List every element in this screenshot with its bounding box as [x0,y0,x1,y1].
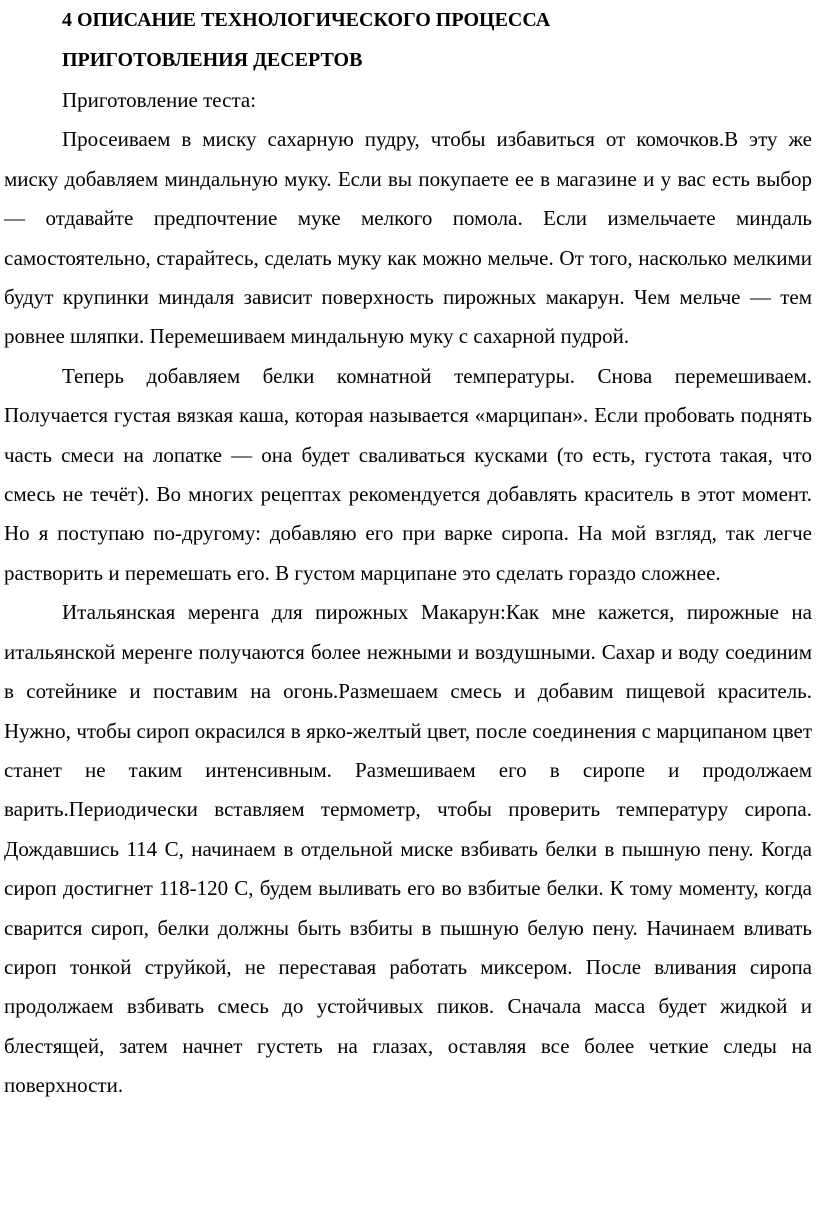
paragraph-marzipan: Теперь добавляем белки комнатной температуры. Снова перемешиваем. Получается густая вязкая каша, которая называется «марципан». Если пробовать поднять часть смеси на лопатке — она будет сваливаться кусками (то есть, густота такая, что смесь не течёт). Во многих рецептах рекомендуется добавлять краситель в этот момент. Но я поступаю по-другому: добавляю его при варке сиропа. На мой взгляд, так легче растворить и перемешать его. В густом марципане это сделать гораздо сложнее. [4,363,812,585]
paragraph-sifting: Просеиваем в миску сахарную пудру, чтобы избавиться от комочков.В эту же миску добавляем миндальную муку. Если вы покупаете ее в магазине и у вас есть выбор — отдавайте предпочтение муке мелкого помола. Если измельчаете миндаль самостоятельно, старайтесь, сделать муку как можно мельче. От того, насколько мелкими будут крупинки миндаля зависит поверхность пирожных макарун. Чем мельче — тем ровнее шляпки. Перемешиваем миндальную муку с сахарной пудрой. [4,127,812,349]
document-page [4,0,812,1106]
heading-line-2: ПРИГОТОВЛЕНИЯ ДЕСЕРТОВ [62,49,363,71]
paragraph-meringue: Итальянская меренга для пирожных Макарун:Как мне кажется, пирожные на итальянской меренге получаются более нежными и воздушными. Сахар и воду соединим в сотейнике и поставим на огонь.Размешаем смесь и добавим пищевой краситель. Нужно, чтобы сироп окрасился в ярко-желтый цвет, после соединения с марципаном цвет станет не таким интенсивным. Размешиваем его в сиропе и продолжаем варить.Периодически вставляем термометр, чтобы проверить температуру сиропа. Дождавшись 114 С, начинаем в отдельной миске взбивать белки в пышную пену. Когда сироп достигнет 118-120 С, будем выливать его во взбитые белки. К тому моменту, когда сварится сироп, белки должны быть взбиты в пышную белую пену. Начинаем вливать сироп тонкой струйкой, не переставая работать миксером. После вливания сиропа продолжаем взбивать смесь до устойчивых пиков. Сначала масса будет жидкой и блестящей, затем начнет густеть на глазах, оставляя все более четкие следы на поверхности. [4,600,812,1098]
section-heading [4,0,812,80]
subheading: Приготовление теста: [62,88,257,112]
heading-line-1: 4 ОПИСАНИЕ ТЕХНОЛОГИЧЕСКОГО ПРОЦЕССА [62,9,551,31]
